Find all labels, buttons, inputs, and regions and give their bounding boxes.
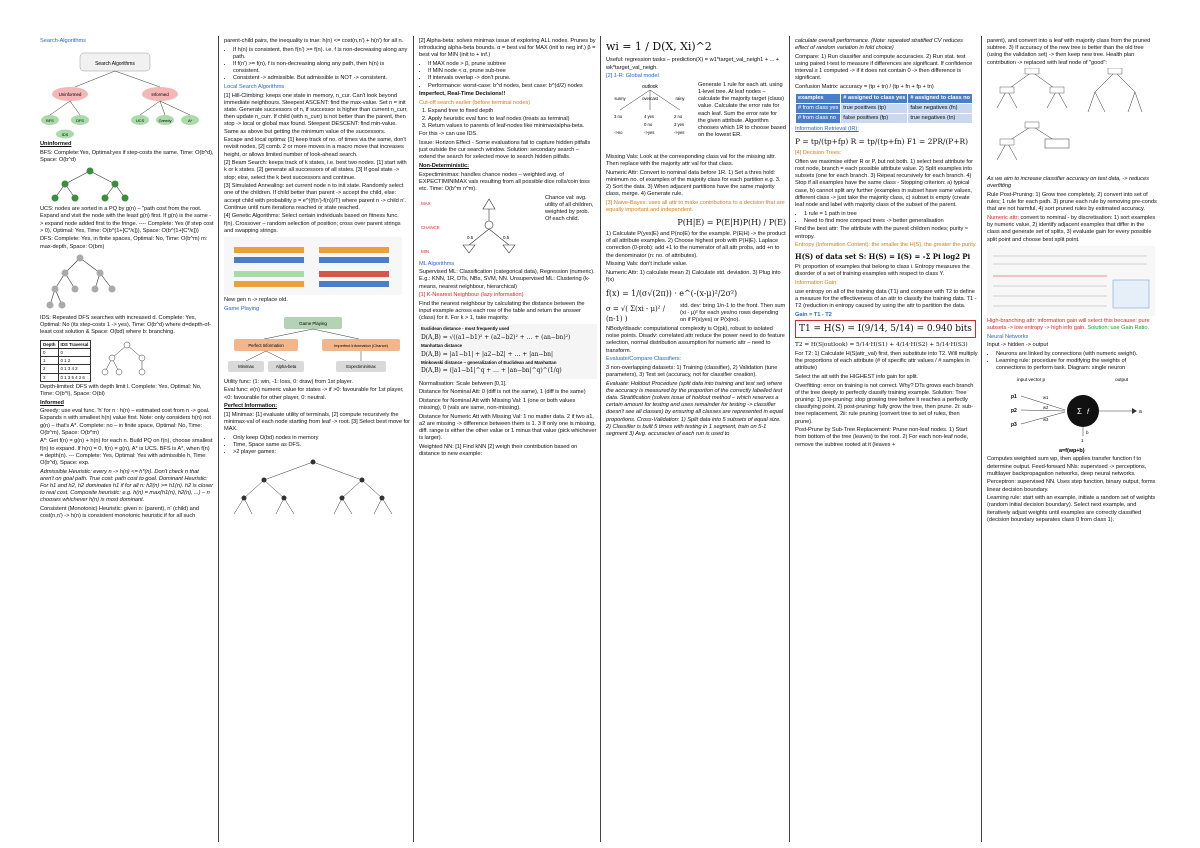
column-2 (224, 38, 410, 840)
diagram-label: 3 no (614, 113, 623, 119)
text-consistent: Consistent (Monotonic) Heuristic: given n: (parent), n' (child) and cost(n,n') -> h(n) is consistent monotonic heuristic if for all such (40, 506, 199, 520)
table-cell: 0 1 3 4 2 (58, 365, 91, 373)
diagram-label: Minimax (238, 363, 254, 369)
diagram-label: 0.5 (467, 234, 474, 240)
nn-bullets (987, 351, 1157, 373)
text-evaluate: 3 non-overlapping datasets: 1) Training (classifier), 2) Validation (tune parameters), 3) Test set (accuracy, not for classifier creation). (606, 364, 778, 378)
table-cell: false negatives (fn) (908, 104, 973, 114)
diagram-label: 3 yes (674, 121, 685, 127)
table-header: IDS Traversal (58, 340, 91, 348)
diagram-label: Σ (1077, 407, 1082, 417)
column-divider (218, 36, 219, 842)
list-item: • Neurons are linked by connections (with numeric weight). (996, 351, 1157, 358)
heading-numeric-attr: Numeric attr: (987, 215, 1019, 221)
diagram-label: Perfect Information (248, 342, 284, 348)
text-genetic: [4] Genetic Algorithms: Select certain individuals based on fitness func. f(n). Crossover – random selection of position; cross over parent strings and swapping strings. (224, 213, 401, 234)
text-expectiminimax: Expectiminimax: handles chance nodes – weighted avg. of EXPECTIMINIMAX vals resulting from all possible dice rolls/coin toss etc. Time: O(b^m n^m). (419, 171, 590, 192)
list-item: • If h(n) is consistent, then f(n') >= f(n). i.e. f is non-decreasing along any path. (233, 47, 410, 61)
t1-formula: T1 = H(S) = I(9/14, 5/14) = 0.940 bits (795, 320, 976, 338)
diagram-label: p2 (1011, 408, 1017, 415)
table-row (796, 114, 973, 124)
table-cell: 0 (58, 349, 91, 357)
diagram-label: output (1115, 378, 1129, 384)
prune-figure (987, 68, 1157, 176)
text-eval-methods: Evaluate: Holdout Procedure (split data into training and test set) where the accuracy is measured by the proportion of the correctly labelled test data. Stratification (solves issue of holdout method – which reserves a certain amount for testing and uses remainder for testing -> classifier doesn't see all classes) by ensuring all classes are represented in equal proportions. Cross-Validation: 1) Split data into 5 subsets of equal size. 2) Classifier is built 5 times with testing in 1 segment, train on 5-1 segment 3) Avg. accuracies of each run is used to (606, 380, 784, 437)
text-beam: [2] Beam Search: keeps track of k states, i.e. best two nodes. [1] start with k or k states. [2] generate all successors of all states. [3] If goal state -> stop; else, select the k best successors and continue. (224, 160, 407, 181)
diagram-label: 1 (1081, 438, 1084, 444)
diagram-label: MIN (421, 248, 430, 254)
diagram-label: A* (187, 118, 193, 124)
table-cell: 0 1 3 5 4 2 6 (58, 373, 91, 381)
table-header: # assigned to class yes (841, 94, 908, 104)
text-greedy: Greedy: use eval func. 'h' for n : h(n) – estimated cost from n -> goal. Expands n with smallest h(n) value first. Note: only considers h(n) not g(n) – that's A*. Complete: no – in finite space, Optimal: No, Time: O(b^m), Space: O(b^m) (40, 408, 211, 436)
distance-minkowski: Minkowski distance – generalization of Euclidean and Manhattan (421, 359, 557, 365)
text-learning-rule: Learning rule: start with an example, initiate a random set of weights (random initial decision boundary). Select next example, and iteratively adjust weights until examples are correctly classified (decision boundary separates class 0 from class 1). (987, 495, 1156, 523)
diagram-label: 0.5 (503, 234, 510, 240)
discretisation-figure (987, 246, 1155, 316)
column-6 (987, 38, 1157, 840)
diagram-label: w1 (1043, 395, 1049, 401)
bfs-tree-diagram (40, 166, 140, 204)
table-cell: 0 1 2 (58, 357, 91, 365)
diagram-label: Expectiminimax (346, 363, 376, 369)
heading-entropy: Entropy (Information Content): the smaller the H(S), the greater the purity. (795, 242, 977, 249)
text-bfs: BFS: Complete:Yes, Optimal:yes if step-costs the same. Time: O(b^d), Space: O(b^d) (40, 149, 214, 163)
text-tree-note: As we aim to increase classifier accuracy on test data, -> reduces overfitting (987, 176, 1149, 190)
text-nn-summary: Computes weighted sum wp, then applies transfer function f to determine output. Feed-forward NNs: supervised -> perceptions, multilayer backpropagation networks, deep neural networks. (987, 456, 1147, 477)
text-astar: A*: Get f(n) = g(n) + h(n) for each n. Build PQ on f(n), choose smallest f(n) to expand. If h(n) = 0, f(n) = g(n), A* is UCS. BFS is A*, when f(n) = depth(n). --- Complete: Yes, Optimal: Yes with admissible h, Time: O(b^d), Space: exp. (40, 438, 213, 467)
text-ucs: UCS: nodes are sorted in a PQ by g(n) – "path cost from the root. Expand and visit the node with the least g(n) first. If g(n) is the same -> expand node added first to the fringe. ---- Complete: Yes (if step cost > 0), Optimal: Yes, Time: O(b^(1+[C*/ε])), Space: O(b^(1+[C*/ε])) (40, 206, 214, 234)
text-high-branching-solution: Solution: use Gain Ratio. (1087, 325, 1150, 332)
table-cell: true positives (tp) (841, 104, 908, 114)
text-dfs: DFS: Complete: Yes, in finite spaces, Optimal: No, Time: O(b^m) m: max-depth, Space: O(bm) (40, 236, 208, 250)
table-cell: 0 (41, 349, 59, 357)
text-high-branching-body: High-branching attr: information gain will select this because: pure subsets -> low entropy -> high info gain. (987, 317, 1150, 332)
distance-manhattan: Manhattan distance (421, 343, 463, 349)
text-nb-adv: NBody/disadv: computational complexity is O(pk), robust to isolated noise points. Disadv: correlated attr reduce the power need to do feature selection, normal distribution assumption for numeric attr – need to transform. (606, 325, 785, 354)
list-item: • If MIN node < α, prune sub-tree (428, 68, 597, 75)
column-divider (789, 36, 790, 842)
diagram-label: UCS (135, 118, 145, 124)
diagram-label: Uninformed (58, 92, 82, 98)
table-row (796, 104, 973, 114)
table-header: # assigned to class no (908, 94, 973, 104)
text-alpha-beta: [2] Alpha-beta: solves minimax issue of exploring ALL nodes. Prunes by introducing alpha-beta bounds. α = best val for MAX (init to neg inf.) β = best val for MIN (init to + inf.) (419, 38, 596, 59)
text-high-branching (987, 318, 1157, 332)
text-chance-note: Chance val: avg. utility of all children, weighted by prob. Of each child. (545, 194, 594, 223)
text-nn-intro: Input -> hidden -> output (987, 342, 1049, 349)
table-cell: 3 (41, 373, 59, 381)
text-perceptron: Perceptron: supervised NN. Uses step function, binary output, forms linear decision boundary. (987, 479, 1156, 493)
text-nominal: Distance for Nominal Att: 0 (diff is not the same), 1 (diff is the same) (419, 389, 586, 396)
text-mutation-caption: New gen n -> replace old. (224, 297, 288, 304)
heading-knn: [1] K-Nearest Neighbour (lazy information) (419, 292, 524, 299)
heading-info-gain: Information Gain: (795, 279, 838, 286)
consistent-bullets (224, 47, 410, 83)
entropy-formula: H(S) of data set S: H(S) = I(S) = -Σ Pi log2 Pi (795, 251, 971, 261)
diagram-label: 2 no (674, 113, 683, 119)
section-title-search: Search-Algorithms (40, 38, 86, 44)
table-cell: # from class yes (796, 104, 841, 114)
mutation-figure (224, 237, 402, 295)
heading-local-search: Local Search Algorithms (224, 84, 285, 90)
heading-1r: [2] 1-R: Global model (606, 73, 659, 80)
list-item: • If intervals overlap -> don't prune. (428, 75, 597, 82)
diagram-label: w3 (1043, 417, 1049, 423)
ids-tree-diagram (97, 340, 157, 382)
precision-recall-formula: P = tp/(tp+fp) R = tp/(tp+fn) F1 = 2PR/(P+R) (795, 136, 968, 146)
chance-figure (419, 195, 597, 261)
text-1r: Generate 1 rule for each att. using 1-level tree. At leaf nodes – calculate the majority target (class) value. Calculate the error rate for each leaf. Sum the error rate for the given attribute. Algorithm chooses which 1R to choose based on the lowest ER. (698, 81, 786, 139)
text-eval: Eval func: e(n) numeric value for states -> if >0: favourable for 1st player, <0: favourable for other player, 0: neutral. (224, 387, 404, 401)
list-item: • Consistent -> admissible. But admissible is NOT -> consistent. (233, 75, 410, 82)
text-entropy-note: Pi: proportion of examples that belong to class i. Entropy measures the disorder of a set of training examples with respect to class Y. (795, 264, 970, 278)
text-numeric-1r: Numeric Attr: Convert to nominal data before 1R. 1) Set a thres hold: minimum no. of examples of the majority class for each partition e.g. 3. 2) Sort the data. 3) When adjacent partitions have the same majority class, merge. 4) Generate rule. (606, 169, 781, 198)
heading-imperfect: Imperfect, Real-Time Decisions!! (419, 91, 506, 98)
heading-game-playing: Game Playing (224, 305, 260, 312)
diagram-label: a (1139, 409, 1142, 416)
diagram-label: input vector p (1017, 378, 1046, 384)
multiplayer-tree-diagram (224, 458, 402, 522)
list-item: 3. Return values to parents of leaf-nodes like minimax/alpha-beta. (428, 123, 597, 130)
diagram-label: sunny (614, 95, 626, 101)
text-ids: IDS: Repeated DFS searches with increased d. Complete: Yes, Optimal: No (its step-costs 1 -> yes), Time: O(b^d) where d=depth-of-least cost solution & Space: O(bd) where b: branching. (40, 314, 211, 336)
diagram-label: p3 (1011, 422, 1017, 429)
diagram-label: ->no (614, 129, 623, 135)
list-item: • 1 rule = 1 path in tree (804, 211, 978, 218)
text-std-note: std. dev: bring 1/n-1 to the front. Then sum (xi - μ)² for each yes/no rows depending on if P(x|yes) or P(x|no). (680, 302, 786, 324)
diagram-label: 4 yes (644, 113, 655, 119)
distance-euclidean: Euclidean distance - most frequently used (421, 326, 510, 332)
column-divider (981, 36, 982, 842)
text-normalisation: Normalisation: Scale between [0,1]. (419, 380, 507, 387)
table-cell: # from class no (796, 114, 841, 124)
one-rule-figure (606, 82, 786, 154)
text-t2-note: For T2: 1) Calculate H(S|attr_val) first, then substitute into T2. Will multiply the proportions of each attribute (# of specific attr values / # samples in attribute) (795, 350, 978, 372)
confusion-matrix-table (795, 93, 973, 124)
text-utility: Utility func: (1: win, -1: loss, 0: draw) from 1st player. (224, 378, 353, 385)
text-post-prune: Post-Prune by Sub-Tree Replacement: Prune non-leaf nodes. 1) Start from bottom of the tree (leaves) to the root. 2) For each non-leaf node, remove the subtree rooted at it (leaves + (795, 427, 969, 448)
diagram-label: Game Playing (299, 320, 327, 326)
t1-formula-box (795, 320, 978, 338)
list-item: 2. Apply heuristic eval func to leaf nodes (treats as terminal) (428, 116, 597, 123)
diagram-label: MAX (421, 200, 431, 206)
diagram-label: Informed (151, 92, 169, 98)
heading-decision-trees: [4] Decision Trees: (795, 150, 842, 157)
tree-growth-diagram (1080, 68, 1150, 176)
diagram-label: rainy (675, 95, 685, 101)
text-numeric-body: convert to nominal - by discretisation: 1) sort examples by numeric value, 2) identify adjacent examples that differ in the class and generate set of splits, 3) evaluate gain for every possible split point and choose best split point. (987, 215, 1156, 243)
diagram-label: w2 (1043, 405, 1049, 411)
table-header: examples (796, 94, 841, 104)
table-cell: 1 (41, 357, 59, 365)
chance-node-diagram (419, 195, 541, 261)
text-compare: Compare: 1) Run classifier and compute accuracies. 2) Run stat. test using paired t-test to measure if differences are significant. If confidence interval ≥ 1 computed -> if it does not contain 0 -> then difference is significant. (795, 53, 973, 82)
text-cv-cont: calculate overall performance. (Note: repeated stratified CV reduces effect of random variation in fold choice) (795, 38, 963, 52)
text-decision-trees: Often we maximise either R or P, but not both. 1) select best attribute for root node, branch = each possible attribute value. 2) Split examples into subsets (one for each branch. 3) Repeat recursively for each branch. 4) Stop if all examples have the same class - Stopping criterion: a) typical case, b) cannot split any further (examples in subset have same values, different class -> just take the majority class, c) subset is empty (create leaf node and label with majority class of the subset of the parent. (795, 158, 973, 208)
ids-traversal-table (40, 340, 91, 382)
text-best-attr: Find the best attr: The attribute with the purest children nodes; purity ≈ entropy. (795, 226, 968, 240)
alpha-beta-bullets (419, 61, 597, 90)
diagram-label: ->yes (644, 129, 655, 135)
column-4 (606, 38, 786, 840)
text-missing-numeric: Distance for Numeric Att with Missing Val: 1 no matter data. 2 if two a1, a2 are missing -> difference between them is 1. 3 If only one is missing, diff. range is either the other value or 1 minus that value (pick whichever is larger). (419, 413, 597, 442)
list-item: • Time, Space same as DFS. (233, 442, 410, 449)
list-item: • Only keep O(bd) nodes in memory (233, 435, 410, 442)
diagram-label: Greedy (158, 118, 172, 124)
table-header: Depth (41, 340, 59, 348)
heading-informed: Informed (40, 399, 64, 406)
text-knn: Find the nearest neighbour by calculating the distance between the input example across each row of the table and return the answer (class) for it. For k > 1, take majority. (419, 300, 585, 322)
diagram-label: BFS (46, 118, 54, 124)
text-horizon: Issue: Horizon Effect - Some evaluations fail to capture hidden pitfalls just outside the cur search window. Solution: secondary search – extend the search for selected move to search hidden pitfalls. (419, 139, 591, 161)
std-figure (606, 303, 786, 326)
diagram-label: CHANCE (421, 224, 440, 230)
diagram-label: Alpha-beta (275, 363, 297, 369)
heading-perfect-info: Perfect Information: (224, 403, 278, 410)
diagram-label: Search Algorithms (95, 61, 135, 68)
distance-formulas (419, 324, 597, 378)
diagram-label: IDS (61, 132, 69, 138)
list-item: • Performance: worst-case: b^d nodes, best case: b^(d/2) nodes (428, 83, 597, 90)
list-item: • Learning rule: procedure for modifying the weights of connections to perform task. Diagram: single neuron (996, 358, 1157, 372)
minimax-bullets (224, 435, 410, 457)
heading-neural-networks: Neural Networks (987, 333, 1029, 340)
list-item: • >2 player games: (233, 449, 410, 456)
table-cell: false positives (fp) (841, 114, 908, 124)
text-rule-post: Rule Post-Pruning: 1) Grow tree completely, 2) convert into set of rules; 1 rule for each path. 3) prune each rule by removing pre-conds that are not harmful, 4) sort pruned rules by estimated accuracy. (987, 192, 1157, 213)
text-confusion: Confusion Matrix: accuracy = (tp + tn) / (tp + fn + fp + tn) (795, 84, 934, 90)
text-missing-nominal: Distance for Nominal Att with Missing Val: 1 (one or both values missing), 0 (vals are same, non-missing). (419, 397, 576, 412)
text-nb-numeric: Numeric Attr: 1) calculate mean 2) Calculate std. deviation. 3) Plug into f(x) (606, 269, 781, 283)
text-info-gain: use entropy on all of the training data (T1) and compare with T2 to define a measure for the effectiveness of an attr to classify the training data. T1 - T2 (reduction in entropy caused by using the attr to partition the data. (795, 288, 977, 309)
heading-ir: Information Retrieval (IR): (795, 126, 859, 133)
list-item: • Need to find more compact trees -> better generalisation (804, 218, 978, 225)
text-nb-missing: Missing Vals: don't include value. (606, 261, 688, 268)
diagram-label: outlook (642, 83, 658, 90)
heading-evaluate: Evaluate/Compare Classifiers: (606, 356, 682, 363)
text-consistent-cont: parent-child pairs, the inequality is true: h(n) <= cost(n,n') + h(n') for all n. (224, 38, 404, 44)
text-escape: Escape and local optima: [1] keep track of no. of times via the same, don't revisit nodes, [2] comb. 2 or more moves in a macro move that increases height, or allows limited number of look-ahead search. (224, 137, 406, 158)
diagram-label: overcast (642, 95, 658, 101)
one-rule-tree-diagram (606, 82, 694, 154)
text-missing-1r: Missing Vals: Look at the corresponding class val for the missing attr. Then replace with the majority attr val for that class. (606, 153, 776, 167)
text-gain-label: Gain = T1 - T2 (795, 311, 832, 318)
diagram-label: ->yes (674, 129, 685, 135)
text-cutoff-note: For this -> can use IDS. (419, 131, 478, 138)
minkowski-formula: D(A,B) = (|a1−b1|^q + … + |an−bn|^q)^(1/q) (421, 367, 562, 375)
ids-figure (40, 338, 214, 384)
bayes-formula: P(H|E) = P(E|H)P(H) / P(E) (677, 217, 786, 227)
pruned-tree-diagram (987, 68, 1077, 176)
heading-ml: ML Algorithms (419, 260, 455, 267)
diagram-label: b (1086, 430, 1089, 436)
column-5 (795, 38, 978, 840)
dfs-tree-diagram (40, 253, 130, 313)
search-algorithms-diagram (40, 47, 210, 139)
dt-bullets (795, 211, 978, 225)
pdf-formula: f(x) = 1/(σ√(2π)) · e^(-(x-μ)²/2σ²) (606, 288, 738, 298)
text-hill-climbing: [1] Hill-Climbing: keeps one state in memory, n_cur. Can't look beyond immediate neighbours. Steepest ASCENT: find the max-value. Set n = init state. Generate successors of n, if successor is higher than current n_curr, then update n_curr. If child (with n_curr) is not better than the parent, then stop -> local or global max found. Steepest DESCENT: find min-value. Same as above but getting the minimum value of the successors. (224, 92, 408, 135)
text-overfitting: Overfitting: error on training is not correct. Why? DTs grows each branch of the tree deeply to perfectly classify training example. Solution: Tree pruning: 1) pre-pruning: stop growing tree before it reaches a perfectly classifying point. 2) post-pruning: fully grow the tree, then prune. 2i: sub-tree replacement, 2ii: rule pruning (convert tree to set of rules, then prune). (795, 382, 974, 425)
diagram-label: f (1087, 409, 1089, 417)
heading-naive-bayes: [3] Naive-Bayes: uses all attr to make contributions to a decision that are equally important and independent. (606, 199, 785, 213)
table-cell: 2 (41, 365, 59, 373)
heading-uninformed: Uninformed (40, 141, 72, 148)
text-minimax: [1] Minimax: [1] evaluate utility of terminals, [2] compute recursively the minimax-val of each node starting from leaf -> root. [3] Select best move for MAX. (224, 411, 410, 433)
column-3 (419, 38, 597, 840)
game-playing-diagram (224, 315, 402, 377)
text-admissible: Admissible Heuristic: every n -> h(n) <= h*(n). Don't check n that aren't on goal path. True cost: path cost to goal. Dominant Heuristic: For h1 and h2, h2 dominates h1 if for all n: h2(n) >= h1(n). h2 is closer to real cost. Composite heuristic: e.g. h(n) = max(h1(n), h2(n), ...) – n chooses whichever h(n) is most dominant. (40, 468, 214, 504)
text-cutoff: Cut-off search earlier (before terminal nodes) (419, 99, 531, 106)
text-annealing: [3] Simulated Annealing: set current node n to init state. Randomly select one of the children. If child better than parent -> accept the child, else: accept child with probability p = e^((f(n')-f(n))/T) where parent n -> child n'. Continue until num iterations reached or state reached. (224, 183, 406, 211)
list-item: 1. Expand tree to fixed depth (428, 108, 597, 115)
text-prune-cont: parent), and convert into a leaf with majority class from the pruned subtree. 3) If accuracy of the new tree is better than the old tree (using the validation set) -> then keep new tree. Health plan contribution -> replaced with leaf node of "good": (987, 38, 1151, 66)
column-divider (413, 36, 414, 842)
text-select: Select the att with the HIGHEST info gain for split. (795, 373, 919, 380)
neuron-diagram (987, 374, 1155, 454)
text-numeric-dt (987, 215, 1157, 244)
heading-nondeterministic: Non-Deterministic: (419, 162, 469, 169)
std-formula: σ = √( Σ(xi - μ)² / (n-1) ) (606, 304, 665, 323)
list-item: • If f(n') >= f(n), f is non-decreasing along any path, then h(n) is consistent. (233, 61, 410, 75)
table-cell: true negatives (tn) (908, 114, 973, 124)
diagram-label: p1 (1011, 394, 1017, 401)
euclidean-formula: D(A,B) = √((a1−b1)² + (a2−b2)² + … + (an−bn)²) (421, 333, 571, 341)
manhattan-formula: D(A,B) = |a1−b1| + |a2−b2| + … + |an−bn| (421, 350, 553, 358)
diagram-label: Imperfect Information (Chance) (334, 342, 388, 348)
text-weighted-nn: Weighted NN: [1] Find kNN [2] weigh their contribution based on distance to new example: (419, 443, 578, 458)
diagram-label: 0 no (644, 121, 653, 127)
text-depth-limited: Depth-limited: DFS with depth limit l. Complete: Yes, Optimal: No, Time: O(b^l), Space: O(bl) (40, 383, 202, 398)
column-1 (40, 38, 214, 840)
column-divider (600, 36, 601, 842)
list-item: • If MAX node > β, prune subtree (428, 61, 597, 68)
cutoff-steps (419, 108, 597, 130)
diagram-label: a=f(wp+b) (1059, 448, 1085, 455)
text-weight-note: Useful: regression tasks – prediction(X) = w1*target_val_neigh1 + ... + wk*target_val_neigh. (606, 57, 780, 71)
text-naive-bayes: 1) Calculate P(yes|E) and P(no|E) for the example. P(E|H) -> the product of all attribute examples. 2) Choose highest prob with P(H|E). Laplace correction (0-prob): add +1 to the numerator of all attr probs, add +n to the denominator (n: no. of attributes). (606, 230, 786, 259)
t2-formula: T2 = H(S|outlook) = 5/14·H(S1) + 4/14·H(S2) + 5/14·H(S3) (795, 341, 968, 348)
diagram-label: DFS (76, 118, 84, 124)
weight-formula: wi = 1 / D(X, Xi)^2 (606, 40, 712, 53)
text-ml: Supervised ML: Classification (categorical data), Regression (numeric). E.g.: KNN, 1R, DTs, NBs, SVM, NN. Unsupervised ML: Clustering (k-means, nearest neighbour, hierarchical) (419, 269, 595, 290)
